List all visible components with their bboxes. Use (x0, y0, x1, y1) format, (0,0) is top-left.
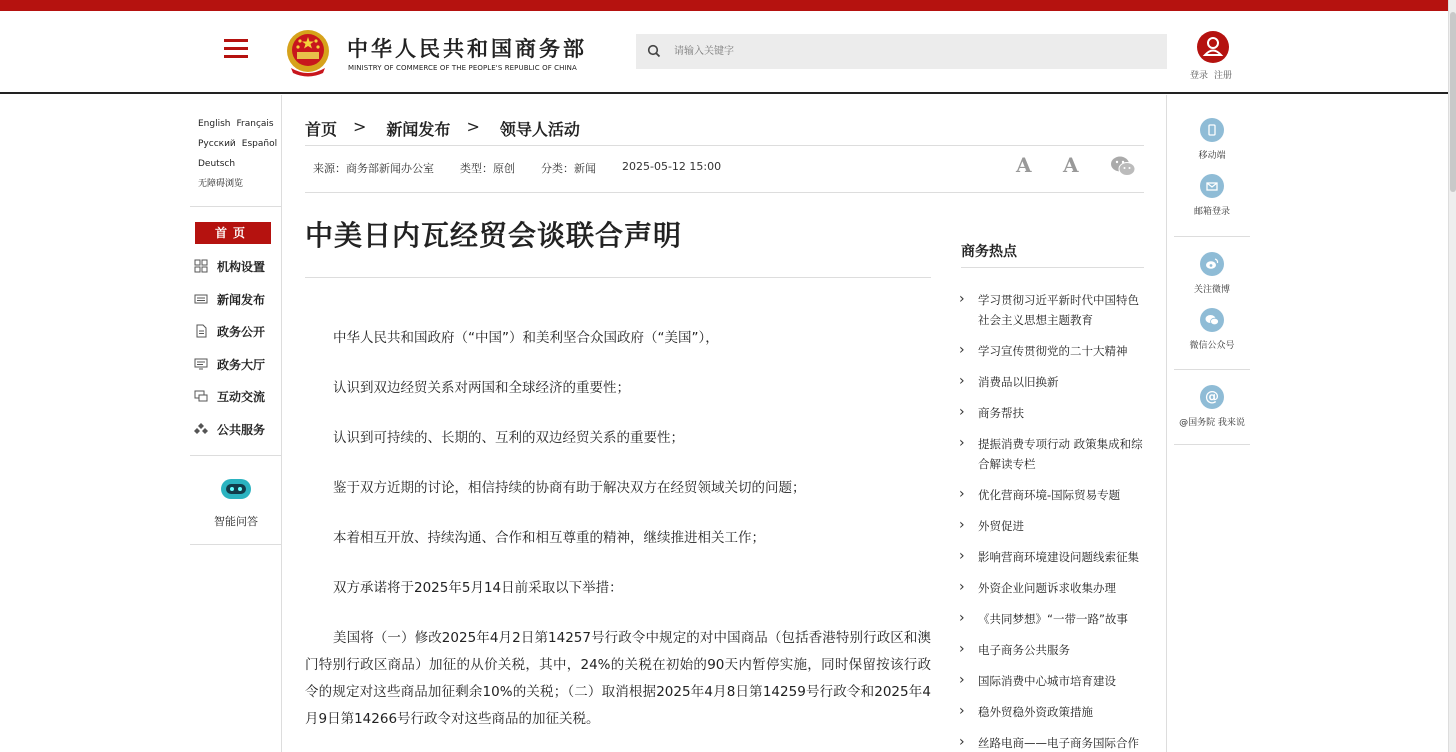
breadcrumb-leaders[interactable]: 领导人活动 (499, 120, 580, 139)
site-name-cn[interactable]: 中华人民共和国商务部 (347, 37, 587, 61)
article-title: 中美日内瓦经贸会谈联合声明 (305, 219, 683, 252)
wechat-share-icon[interactable] (1110, 155, 1136, 177)
state-council-link[interactable] (1174, 385, 1250, 428)
util-label: @国务院 我来说 (1179, 418, 1245, 428)
divider (1174, 236, 1250, 237)
article-meta (313, 160, 747, 176)
hot-topic-link[interactable]: › 国际消费中心城市培育建设 (958, 671, 1144, 691)
nav-item-public-service[interactable] (194, 420, 265, 438)
nav-item-label: 公共服务 (217, 422, 266, 437)
nav-item-label: 政务公开 (217, 324, 266, 339)
monitor-icon (194, 357, 208, 371)
lang-russian[interactable]: Русский (198, 139, 236, 149)
robot-assistant-icon[interactable] (219, 476, 253, 502)
breadcrumb-news[interactable]: 新闻发布 (386, 120, 451, 139)
hot-topic-link[interactable]: › 商务帮扶 (958, 403, 1144, 423)
search-bar (636, 34, 1167, 69)
weibo-link[interactable] (1174, 252, 1250, 295)
nav-home[interactable]: 首页 (195, 222, 271, 244)
assistant-label[interactable]: 智能问答 (214, 515, 258, 528)
nav-item-label: 机构设置 (217, 259, 266, 274)
meta-category: 分类：新闻 (541, 162, 596, 175)
util-label: 邮箱登录 (1193, 207, 1230, 217)
article-paragraph: 双方承诺将于2025年5月14日前采取以下举措： (333, 580, 623, 596)
divider (305, 145, 1144, 146)
search-input[interactable] (674, 34, 1154, 69)
scrollbar[interactable] (1448, 0, 1456, 752)
divider (190, 544, 282, 545)
top-red-bar (0, 0, 1456, 11)
login-link[interactable]: 登录 (1190, 71, 1209, 81)
mobile-link[interactable] (1174, 118, 1250, 161)
lang-spanish[interactable]: Español (241, 139, 278, 149)
divider (305, 277, 931, 278)
chat-icon (194, 389, 208, 403)
article-paragraph: 认识到可持续的、长期的、互利的双边经贸关系的重要性； (333, 430, 684, 446)
register-link[interactable]: 注册 (1214, 71, 1233, 81)
breadcrumb (305, 117, 580, 140)
hot-topic-link[interactable]: › 电子商务公共服务 (958, 640, 1144, 660)
wechat-icon (1205, 314, 1219, 326)
article-paragraph: 鉴于双方近期的讨论，相信持续的协商有助于解决双方在经贸领域关切的问题； (333, 480, 806, 496)
divider (1174, 444, 1250, 445)
nav-item-label: 新闻发布 (217, 292, 266, 307)
breadcrumb-separator: > (466, 117, 480, 136)
service-icon (194, 422, 208, 436)
hot-topic-link[interactable]: › 影响营商环境建设问题线索征集 (958, 547, 1144, 567)
hot-topic-link[interactable]: › 丝路电商——电子商务国际合作 (958, 733, 1144, 752)
hot-topic-link[interactable]: › 消费品以旧换新 (958, 372, 1144, 392)
nav-item-news[interactable] (194, 290, 265, 308)
lang-english[interactable]: English (198, 119, 231, 129)
util-label: 微信公众号 (1189, 341, 1235, 351)
article-body (305, 325, 931, 752)
language-switcher (198, 114, 283, 194)
breadcrumb-home[interactable]: 首页 (305, 120, 338, 139)
grid-icon (194, 259, 208, 273)
user-avatar-icon[interactable] (1197, 31, 1229, 63)
user-links (1190, 68, 1238, 81)
hot-topic-link[interactable]: › 《共同梦想》“一带一路”故事 (958, 609, 1144, 629)
article-paragraph: 美国将（一）修改2025年4月2日第14257号行政令中规定的对中国商品（包括香港特别行政区和澳门特别行政区商品）加征的从价关税，其中，24%的关税在初始的90天内暂停实施，同时保留按该行政令的规定对这些商品加征剩余10%的关税；（二）取消根据2025年4月8日第14259号行政令和2025年4月9日第14266号行政令对这些商品的加征关税。 (305, 630, 931, 727)
lang-french[interactable]: Français (236, 119, 274, 129)
util-label: 移动端 (1198, 151, 1226, 161)
mobile-icon (1206, 124, 1218, 136)
scrollbar-thumb[interactable] (1450, 12, 1456, 192)
right-divider (1166, 95, 1167, 752)
at-icon: @ (1205, 389, 1219, 405)
nav-item-label: 互动交流 (217, 389, 266, 404)
document-icon (194, 324, 208, 338)
meta-source: 来源：商务部新闻办公室 (313, 162, 434, 175)
divider (961, 267, 1144, 268)
hot-topic-link[interactable]: › 提振消费专项行动 政策集成和综合解读专栏 (958, 434, 1144, 474)
site-name-en: MINISTRY OF COMMERCE OF THE PEOPLE'S REPUBLIC OF CHINA (348, 64, 577, 72)
util-label: 关注微博 (1193, 285, 1230, 295)
mail-icon (1206, 180, 1218, 192)
hot-topic-link[interactable]: › 稳外贸稳外资政策措施 (958, 702, 1144, 722)
divider (190, 455, 282, 456)
hot-topics-title: 商务热点 (961, 244, 1017, 260)
left-sidebar (190, 95, 282, 752)
font-size-large-button[interactable]: A (1063, 153, 1079, 177)
mail-login-link[interactable] (1174, 174, 1250, 217)
article-paragraph: 中华人民共和国政府（“中国”）和美利坚合众国政府（“美国”）， (333, 330, 719, 346)
article-paragraph: 本着相互开放、持续沟通、合作和相互尊重的精神，继续推进相关工作； (333, 530, 765, 546)
meta-type: 类型：原创 (460, 162, 515, 175)
wechat-official-link[interactable] (1174, 308, 1250, 351)
hot-topic-link[interactable]: › 优化营商环境-国际贸易专题 (958, 485, 1144, 505)
lang-german[interactable]: Deutsch (198, 159, 236, 169)
accessibility-link[interactable]: 无障碍浏览 (198, 179, 244, 189)
newspaper-icon (194, 292, 208, 306)
meta-datetime: 2025-05-12 15:00 (622, 160, 722, 173)
nav-item-interaction[interactable] (194, 387, 265, 405)
nav-item-service-hall[interactable] (194, 355, 265, 373)
divider (305, 192, 1144, 193)
nav-item-public-affairs[interactable] (194, 322, 265, 340)
nav-item-label: 政务大厅 (217, 357, 266, 372)
hot-topics-list (958, 290, 1144, 752)
hot-topic-link[interactable]: › 外资企业问题诉求收集办理 (958, 578, 1144, 598)
divider (1174, 369, 1250, 370)
font-size-small-button[interactable]: A (1016, 153, 1032, 177)
hot-topic-link[interactable]: › 学习贯彻习近平新时代中国特色社会主义思想主题教育 (958, 290, 1144, 330)
hot-topic-link[interactable]: › 学习宣传贯彻党的二十大精神 (958, 341, 1144, 361)
hot-topic-link[interactable]: › 外贸促进 (958, 516, 1144, 536)
search-icon[interactable] (647, 44, 661, 58)
breadcrumb-separator: > (353, 117, 367, 136)
national-emblem-icon[interactable] (285, 28, 331, 78)
divider (190, 206, 282, 207)
article-paragraph: 认识到双边经贸关系对两国和全球经济的重要性； (333, 380, 630, 396)
menu-icon[interactable] (224, 39, 248, 59)
nav-item-organization[interactable] (194, 257, 265, 275)
site-header (0, 11, 1448, 94)
weibo-icon (1205, 258, 1219, 270)
